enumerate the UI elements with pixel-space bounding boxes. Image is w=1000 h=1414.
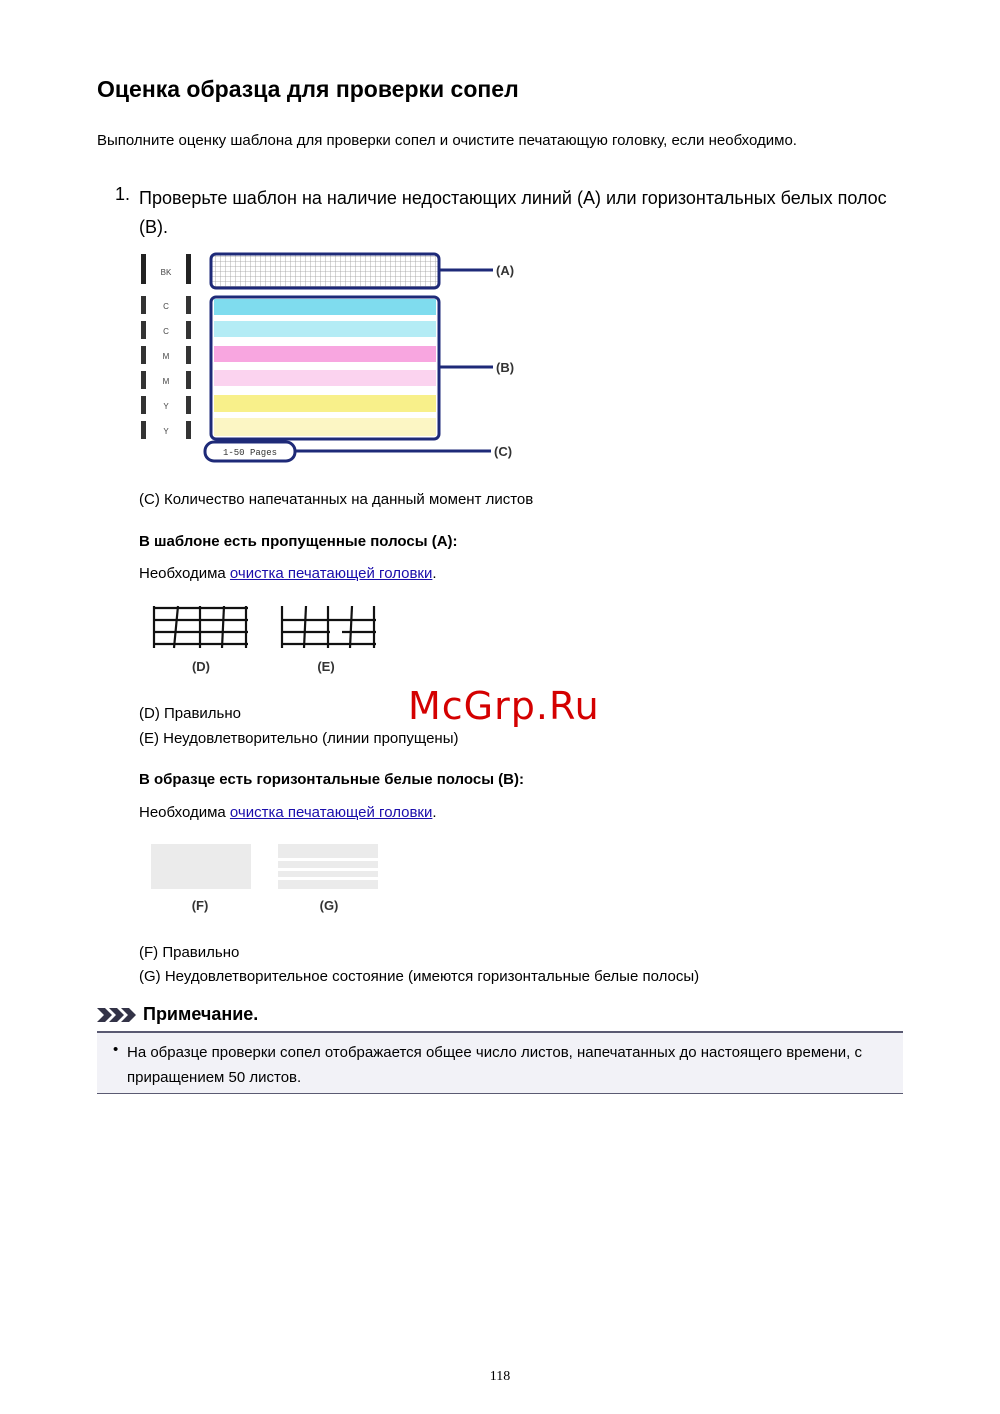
section-b-suffix: . [432,804,437,821]
bar-c1-left [141,296,146,314]
bar-c2-left [141,321,146,339]
callout-label-b: (B) [496,360,515,375]
callout-label-c: (C) [494,444,513,459]
page-title: Оценка образца для проверки сопел [97,76,519,102]
watermark: McGrp.Ru [408,684,600,728]
bar-m1-right [186,346,191,364]
bar-m2-left [141,371,146,389]
pattern-d-correct [154,606,248,648]
label-g: (G) [319,898,339,913]
channel-label-y: Y [163,402,169,411]
note-bullet: • [113,1041,119,1058]
bar-c1-right [186,296,191,314]
caption-e: (E) Неудовлетворительно (линии пропущены) [139,730,459,747]
note-heading [97,1004,258,1025]
bar-m1-left [141,346,146,364]
grid-pattern-box [211,254,439,288]
bar-bk-left [141,254,146,284]
note-heading-text: Примечание. [143,1004,259,1024]
line-pattern-figure [148,600,388,680]
section-a-suffix: . [432,565,437,582]
stripe-magenta-1 [214,346,436,362]
stripe-magenta-2 [214,370,436,386]
label-d: (D) [191,659,211,674]
stripe-cyan-2 [214,321,436,337]
bar-y2-right [186,421,191,439]
band-pattern-figure [148,840,388,920]
label-f: (F) [191,898,209,913]
section-a-prefix: Необходима [139,565,230,582]
color-stripes-box [211,297,439,439]
pattern-f-correct [151,844,251,889]
section-b-instruction [139,804,437,821]
head-cleaning-link[interactable]: очистка печатающей головки [229,565,433,582]
channel-label-c: C [163,302,169,311]
bar-bk-right [186,254,191,284]
step-text: Проверьте шаблон на наличие недостающих линий (A) или горизонтальных белых полос (B). [139,188,887,237]
section-b-prefix: Необходима [139,804,230,821]
intro-text: Выполните оценку шаблона для проверки сопел и очистите печатающую головку, если необходимо. [97,132,797,149]
channel-label-m: M [162,352,170,361]
bar-y1-left [141,396,146,414]
caption-d: (D) Правильно [139,705,241,722]
channel-label-c: C [163,327,169,336]
channel-label-bk: BK [160,268,172,277]
channel-label-m: M [162,377,170,386]
note-chevrons-icon [97,1007,139,1023]
caption-c: (C) Количество напечатанных на данный момент листов [139,491,534,508]
stripe-cyan-1 [214,299,436,315]
head-cleaning-link[interactable]: очистка печатающей головки [229,804,433,821]
label-e: (E) [317,659,335,674]
nozzle-bars [141,254,191,439]
section-a-heading: В шаблоне есть пропущенные полосы (A): [139,533,458,550]
pattern-e-missing-lines [282,606,376,648]
nozzle-check-pattern-figure [135,246,525,468]
note-text: На образце проверки сопел отображается общее число листов, напечатанных до настоящего времени, с приращением 50 листов. [127,1044,863,1086]
step-number: 1. [115,184,131,204]
bar-y2-left [141,421,146,439]
caption-g: (G) Неудовлетворительное состояние (имеются горизонтальные белые полосы) [139,968,700,985]
bar-c2-right [186,321,191,339]
page-number: 118 [489,1369,511,1384]
channel-label-y: Y [163,427,169,436]
pages-counter-label: 1-50 Pages [222,448,278,458]
bar-m2-right [186,371,191,389]
bar-y1-right [186,396,191,414]
pattern-g-white-bands [278,844,378,889]
section-a-instruction [139,565,437,582]
stripe-yellow-2 [214,418,436,436]
stripe-yellow-1 [214,395,436,412]
callout-label-a: (A) [496,263,515,278]
section-b-heading: В образце есть горизонтальные белые полосы (B): [139,771,524,788]
caption-f: (F) Правильно [139,944,240,961]
